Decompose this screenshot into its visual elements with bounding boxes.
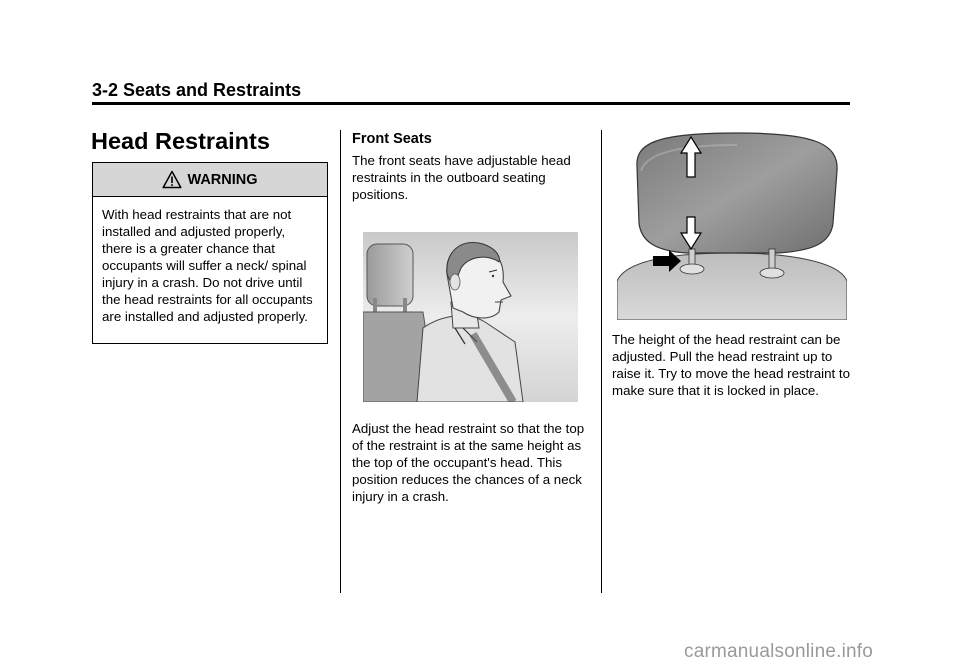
column-divider-right [601, 130, 602, 593]
front-seats-title: Front Seats [352, 131, 432, 147]
height-adjust-text: The height of the head restraint can be adjusted. Pull the head restraint up to raise it. Try to move the head restraint to make sure that it is locked in place. [612, 332, 850, 398]
occupant-head-restraint-illustration [363, 232, 578, 402]
adjust-restraint-text: Adjust the head restraint so that the top of the restraint is at the same height as the top of the occupant's head. This position reduces the chances of a neck injury in a crash. [352, 421, 585, 504]
head-restraint-height-illustration [617, 131, 847, 320]
warning-label: WARNING [187, 171, 258, 188]
column-divider-left [340, 130, 341, 593]
warning-triangle-icon [162, 170, 182, 189]
header-rule [92, 102, 850, 105]
warning-box [92, 162, 328, 344]
section-title: Head Restraints [91, 128, 270, 154]
warning-header [93, 163, 327, 197]
front-seats-intro: The front seats have adjustable head restraints in the outboard seating positions. [352, 153, 571, 202]
page-header-title: 3-2 Seats and Restraints [92, 80, 302, 100]
warning-text: With head restraints that are not installed and adjusted properly, there is a greater chance that occupants will suffer a neck/ spinal injury in a crash. Do not drive until the head restraints for all occupants are installed and adjusted properly. [102, 207, 313, 324]
watermark: carmanualsonline.info [684, 641, 874, 662]
